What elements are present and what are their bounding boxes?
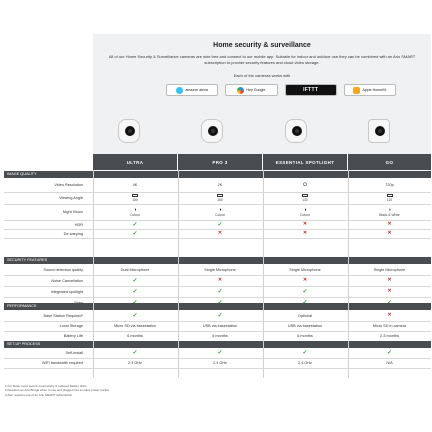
column-divider: [263, 170, 264, 378]
cell-text: Micro SD in camera: [372, 324, 407, 328]
section-header: SECURITY FEATURES: [4, 257, 431, 264]
table-cell: [263, 178, 347, 192]
table-cell: [348, 286, 431, 297]
cross-icon: ✕: [302, 230, 308, 236]
viewing-angle-icon: [387, 194, 393, 198]
table-cell: [178, 220, 262, 229]
cell-text: Single Microphone: [289, 267, 321, 272]
cell-subtext: 160: [217, 198, 223, 203]
table-row: [4, 275, 431, 286]
table-cell: [263, 220, 347, 229]
row-label: Self-install: [65, 351, 83, 355]
cell-text: N/A: [386, 361, 393, 365]
works-with-text: Each of the cameras works with: [233, 73, 291, 78]
table-row: [4, 358, 431, 368]
table-cell: [93, 229, 177, 238]
cell-text: 2.4 GHz: [213, 361, 227, 365]
check-icon: ✓: [132, 312, 138, 319]
table-cell: [93, 204, 177, 220]
table-cell: [263, 286, 347, 297]
viewing-angle-icon: [132, 194, 138, 198]
check-icon: ✓: [217, 350, 223, 356]
cell-subtext: Colour: [215, 212, 225, 217]
night-vision-icon: ◑: [387, 206, 392, 213]
google-badge: Hey Google: [225, 84, 277, 96]
section-header: SET-UP PROCESS: [4, 341, 431, 348]
cell-text: 2.4 GHz: [128, 361, 142, 365]
table-row: [4, 286, 431, 297]
check-icon: ✓: [217, 221, 223, 228]
footnote: 2 Requires an Arlo Bridge when in use and plugged into a mains power socket: [5, 388, 109, 393]
table-cell: [348, 204, 431, 220]
table-cell: [178, 348, 262, 358]
camera-essential-image: [285, 119, 307, 143]
cell-text: 2-3 months: [380, 334, 399, 338]
section-header: IMAGE QUALITY: [4, 171, 431, 178]
camera-go-image: [368, 119, 390, 143]
night-vision-icon: ◑: [303, 206, 307, 213]
row-label: Integrated spotlight: [50, 289, 83, 294]
page-title: Home security & surveillance: [213, 42, 311, 49]
check-icon: ✓: [132, 221, 138, 228]
column-header-essential-spotlight: ESSENTIAL SPOTLIGHT: [263, 154, 347, 170]
row-label: HDR: [74, 222, 83, 227]
footnote: 3 Also requires use of an Arlo SMART subscription: [5, 392, 73, 397]
row-label: Noise Cancellation: [51, 278, 83, 283]
table-cell: [348, 220, 431, 229]
camera-pro3-image: [201, 119, 223, 143]
table-row: [4, 229, 431, 238]
table-cell: [348, 321, 431, 331]
table-row: [4, 331, 431, 341]
cell-text: 720p: [385, 183, 394, 187]
table-cell: [348, 264, 431, 275]
table-row: [4, 264, 431, 275]
check-icon: ✓: [132, 277, 138, 284]
cell-subtext: 110: [386, 198, 393, 203]
table-row: [4, 204, 431, 220]
table-cell: [348, 331, 431, 341]
cell-text: Optional: [297, 313, 313, 318]
row-label: De-warping: [63, 231, 83, 236]
cross-icon: ✕: [302, 221, 308, 227]
table-cell: [178, 204, 262, 220]
section-header: PERFORMANCE: [4, 303, 431, 310]
row-label: Sound detection quality: [43, 267, 83, 272]
row-label: Local Storage: [59, 324, 83, 328]
table-cell: [348, 229, 431, 238]
table-cell: [93, 310, 177, 321]
table-cell: [348, 358, 431, 368]
table-row: [4, 321, 431, 331]
table-cell: [178, 331, 262, 341]
row-label: Video Resolution: [54, 183, 83, 187]
table-cell: [263, 321, 347, 331]
check-icon: ✓: [386, 350, 393, 356]
column-header-pro3: PRO 3: [178, 154, 262, 170]
ifttt-badge: IFTTT: [285, 84, 337, 96]
alexa-badge: amazon alexa: [166, 84, 218, 96]
cross-icon: ✕: [217, 230, 223, 236]
table-cell: [263, 310, 347, 321]
alexa-icon: [176, 87, 183, 94]
row-label: Night Vision: [62, 210, 83, 214]
footnote: 1 For faster more secure connectivity & reduced battery drain: [5, 384, 87, 388]
table-cell: [178, 178, 262, 192]
column-divider: [348, 170, 349, 378]
table-cell: [178, 358, 262, 368]
table-cell: [93, 220, 177, 229]
table-cell: [263, 204, 347, 220]
homekit-icon: [353, 87, 360, 94]
table-cell: [178, 264, 262, 275]
table-cell: [93, 358, 177, 368]
table-row: [4, 348, 431, 358]
table-cell: [348, 192, 431, 204]
row-label: Viewing Angle: [59, 196, 83, 200]
cross-icon: ✕: [387, 277, 392, 283]
cell-subtext: Colour: [300, 212, 310, 217]
cross-icon: ✕: [387, 288, 392, 294]
compatibility-badges: [166, 84, 396, 96]
cell-text: Micro SD via basestation: [114, 324, 156, 328]
check-icon: ✓: [132, 350, 138, 356]
table-cell: [178, 192, 262, 204]
column-divider: [178, 170, 179, 378]
table-cell: [263, 264, 347, 275]
intro-text: All of our Home Security & Surveillance cameras are wire free and connect to our mobile app. Suitable for indoor and outdoor use they can be combined with an Arlo SMART subscription to provide security features and cloud video storage.: [108, 54, 416, 65]
table-cell: [263, 275, 347, 286]
cell-text: USB via basestation: [202, 324, 238, 328]
footnotes: [5, 384, 305, 397]
table-cell: [93, 178, 177, 192]
table-row: [4, 220, 431, 229]
table-cell: [348, 275, 431, 286]
check-icon: ✓: [132, 288, 138, 295]
table-cell: [93, 321, 177, 331]
row-label: WiFi bandwidth required: [42, 361, 83, 365]
cell-subtext: Colour: [130, 212, 140, 217]
table-cell: [263, 331, 347, 341]
hd-icon: ⭘: [302, 181, 307, 188]
header-panel: [93, 34, 431, 154]
cross-icon: ✕: [387, 312, 392, 318]
night-vision-icon: ◑: [133, 206, 137, 213]
column-divider: [93, 170, 94, 378]
check-icon: ✓: [217, 312, 223, 319]
cell-text: 6 months: [127, 334, 143, 338]
row-label: Battery Life: [63, 334, 83, 338]
cross-icon: ✕: [302, 277, 308, 283]
cell-text: Single Microphone: [373, 267, 406, 272]
cell-text: Single Microphone: [204, 267, 236, 272]
cell-text: 2K: [217, 183, 223, 187]
cross-icon: ✕: [217, 277, 223, 283]
check-icon: ✓: [302, 350, 308, 356]
cell-text: 2.4 GHz: [298, 361, 312, 365]
table-row: [4, 192, 431, 204]
table-cell: [93, 275, 177, 286]
table-cell: [348, 178, 431, 192]
table-cell: [178, 229, 262, 238]
cell-text: USB via basestation: [287, 324, 323, 328]
table-cell: [93, 331, 177, 341]
row-label: Base Station Required*: [43, 313, 83, 318]
column-header-ultra: ULTRA: [93, 154, 177, 170]
column-header-go: GO: [348, 154, 431, 170]
cell-text: Dual Microphone: [120, 267, 150, 272]
table-cell: [263, 358, 347, 368]
table-cell: [263, 229, 347, 238]
table-cell: [263, 192, 347, 204]
google-assistant-icon: [237, 87, 244, 94]
cell-subtext: Black & White: [379, 212, 400, 217]
cell-text: 4K: [132, 183, 138, 187]
cell-subtext: 180: [132, 198, 138, 203]
table-cell: [178, 286, 262, 297]
viewing-angle-icon: [217, 194, 223, 198]
cross-icon: ✕: [387, 221, 392, 227]
cell-subtext: 130: [302, 198, 308, 203]
table-cell: [178, 310, 262, 321]
camera-ultra-image: [118, 119, 140, 143]
table-cell: [93, 264, 177, 275]
row-divider: [4, 368, 431, 369]
table-cell: [178, 275, 262, 286]
cell-text: 6 months: [212, 334, 228, 338]
check-icon: ✓: [132, 230, 138, 237]
table-cell: [178, 321, 262, 331]
night-vision-icon: ◑: [218, 206, 222, 213]
table-row: [4, 178, 431, 192]
row-divider: [4, 238, 431, 239]
homekit-badge: Apple HomeKit: [344, 84, 396, 96]
cell-text: 6 months: [297, 334, 313, 338]
cross-icon: ✕: [387, 230, 392, 236]
table-row: [4, 310, 431, 321]
table-cell: [263, 348, 347, 358]
table-cell: [93, 192, 177, 204]
table-cell: [93, 348, 177, 358]
table-cell: [348, 348, 431, 358]
check-icon: ✓: [217, 288, 223, 295]
check-icon: ✓: [302, 288, 308, 295]
viewing-angle-icon: [302, 194, 308, 198]
table-cell: [93, 286, 177, 297]
table-cell: [348, 310, 431, 321]
